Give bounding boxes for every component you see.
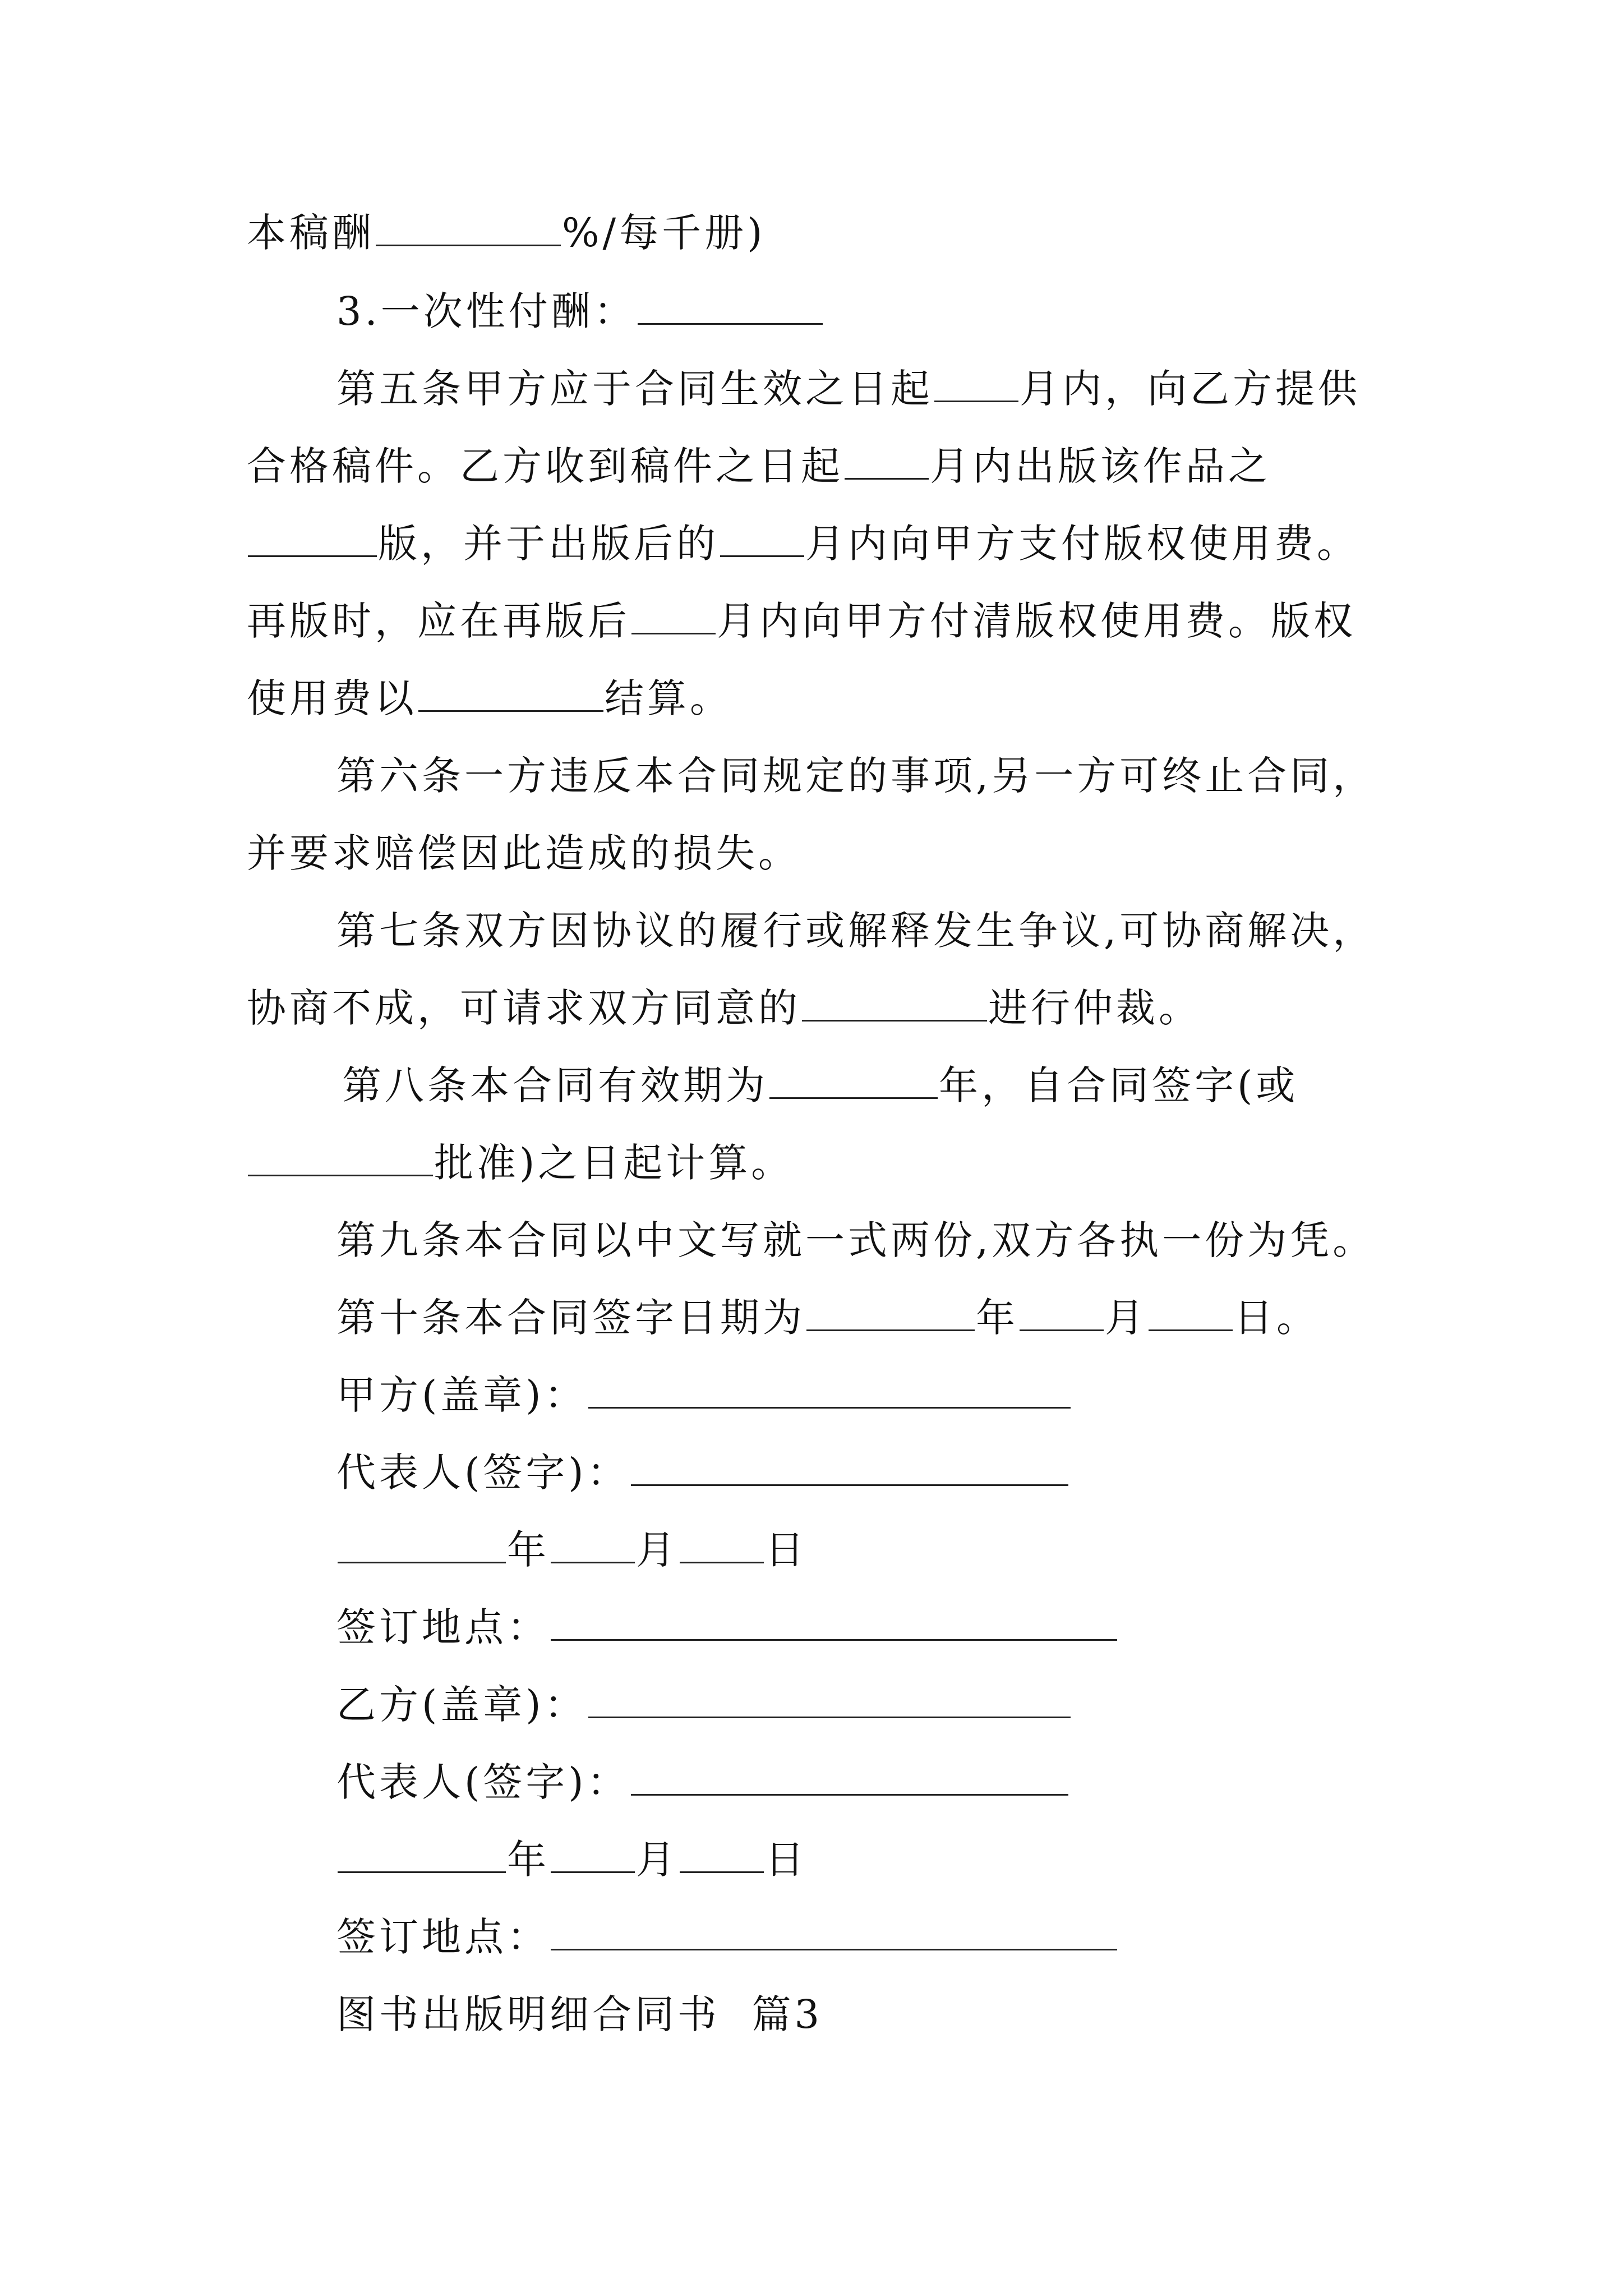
fill-blank [588, 1682, 1071, 1718]
clause-line [336, 751, 1375, 801]
fill-blank [418, 675, 603, 712]
clause-line [247, 1138, 794, 1188]
text-segment: 第八条本合同有效期为 [342, 1062, 768, 1108]
fill-blank [631, 1450, 1068, 1486]
text-segment: 年 [976, 1295, 1018, 1341]
text-segment: 月内向甲方付清版权使用费。版权 [717, 598, 1356, 644]
fill-blank [769, 1062, 938, 1099]
text-segment: 第五条甲方应于合同生效之日起 [336, 366, 933, 412]
text-segment: 日 [765, 1837, 808, 1883]
clause-line [336, 286, 824, 337]
fill-blank [680, 1527, 764, 1563]
text-segment: 月内，向乙方提供 [1020, 366, 1361, 412]
text-segment: 合格稿件。乙方收到稿件之日起 [247, 443, 843, 489]
fill-blank [680, 1837, 764, 1873]
fill-blank [376, 210, 561, 246]
fill-blank [845, 443, 929, 480]
text-segment: 第七条双方因协议的履行或解释发生争议,可协商解决， [336, 908, 1376, 954]
fill-blank [631, 1759, 1068, 1796]
clause-line [247, 828, 801, 878]
fill-blank [551, 1914, 1117, 1950]
fill-blank [638, 288, 823, 325]
text-segment: 日。 [1234, 1295, 1319, 1341]
signature-line [336, 1602, 1118, 1653]
fill-blank [248, 1140, 433, 1176]
clause-line [247, 673, 732, 724]
date-line [336, 1525, 808, 1575]
clause-line [336, 1215, 1375, 1266]
fill-blank [248, 521, 377, 557]
fill-blank [551, 1527, 635, 1563]
text-segment: 年 [507, 1837, 550, 1883]
fill-blank [1149, 1295, 1233, 1331]
text-segment: 月内向甲方支付版权使用费。 [805, 521, 1359, 567]
field-label: 签订地点： [336, 1914, 550, 1960]
fill-blank [338, 1837, 506, 1873]
signature-line [336, 1447, 1069, 1498]
text-segment: 第九条本合同以中文写就一式两份,双方各执一份为凭。 [336, 1217, 1376, 1263]
text-segment: 结算。 [605, 675, 732, 721]
clause-line [247, 441, 1271, 491]
clause-line [247, 208, 766, 258]
fill-blank [588, 1372, 1071, 1409]
text-segment: 第十条本合同签字日期为 [336, 1295, 805, 1341]
text-segment: 并要求赔偿因此造成的损失。 [247, 830, 801, 876]
text-segment: %/每千册) [562, 210, 766, 256]
text-segment: 第六条一方违反本合同规定的事项,另一方可终止合同， [336, 753, 1376, 799]
text-segment: 月内出版该作品之 [930, 443, 1271, 489]
clause-line [247, 983, 1201, 1033]
text-segment: 批准)之日起计算。 [434, 1140, 794, 1186]
text-segment: 年，自合同签字(或 [939, 1062, 1299, 1108]
clause-line [336, 905, 1375, 956]
fill-blank [802, 985, 987, 1022]
signature-line [336, 1370, 1072, 1420]
fill-blank [934, 366, 1018, 402]
fill-blank [338, 1527, 506, 1563]
text-segment: 协商不成，可请求双方同意的 [247, 985, 801, 1031]
text-segment: 日 [765, 1527, 808, 1573]
text-segment: 再版时，应在再版后 [247, 598, 630, 644]
field-label: 乙方(盖章)： [336, 1682, 587, 1728]
text-segment: 年 [507, 1527, 550, 1573]
field-label: 签订地点： [336, 1604, 550, 1650]
clause-line [247, 518, 1359, 569]
fill-blank [551, 1604, 1117, 1641]
field-label: 甲方(盖章)： [336, 1372, 587, 1418]
field-label: 代表人(签字)： [336, 1759, 630, 1805]
fill-blank [1020, 1295, 1104, 1331]
fill-blank [720, 521, 804, 557]
text-segment: 进行仲裁。 [988, 985, 1201, 1031]
text-segment: 使用费以 [247, 675, 417, 721]
fill-blank [631, 598, 716, 634]
clause-line [342, 1060, 1298, 1111]
text-segment: 月 [1105, 1295, 1147, 1341]
signature-line [336, 1912, 1118, 1962]
text-segment: 本稿酬 [247, 210, 375, 256]
signature-line [336, 1757, 1069, 1807]
date-line [336, 1834, 808, 1885]
clause-line [247, 596, 1356, 646]
heading-text: 图书出版明细合同书 篇3 [336, 1991, 823, 2037]
text-segment: 月 [636, 1527, 679, 1573]
signature-line [336, 1680, 1072, 1730]
text-segment: 版，并于出版后的 [378, 521, 719, 567]
clause-line [336, 364, 1361, 414]
text-segment: 3.一次性付酬： [336, 288, 637, 334]
text-segment: 月 [636, 1837, 679, 1883]
section-heading [336, 1989, 823, 2040]
field-label: 代表人(签字)： [336, 1450, 630, 1496]
clause-line [336, 1292, 1319, 1343]
fill-blank [806, 1295, 975, 1331]
fill-blank [551, 1837, 635, 1873]
